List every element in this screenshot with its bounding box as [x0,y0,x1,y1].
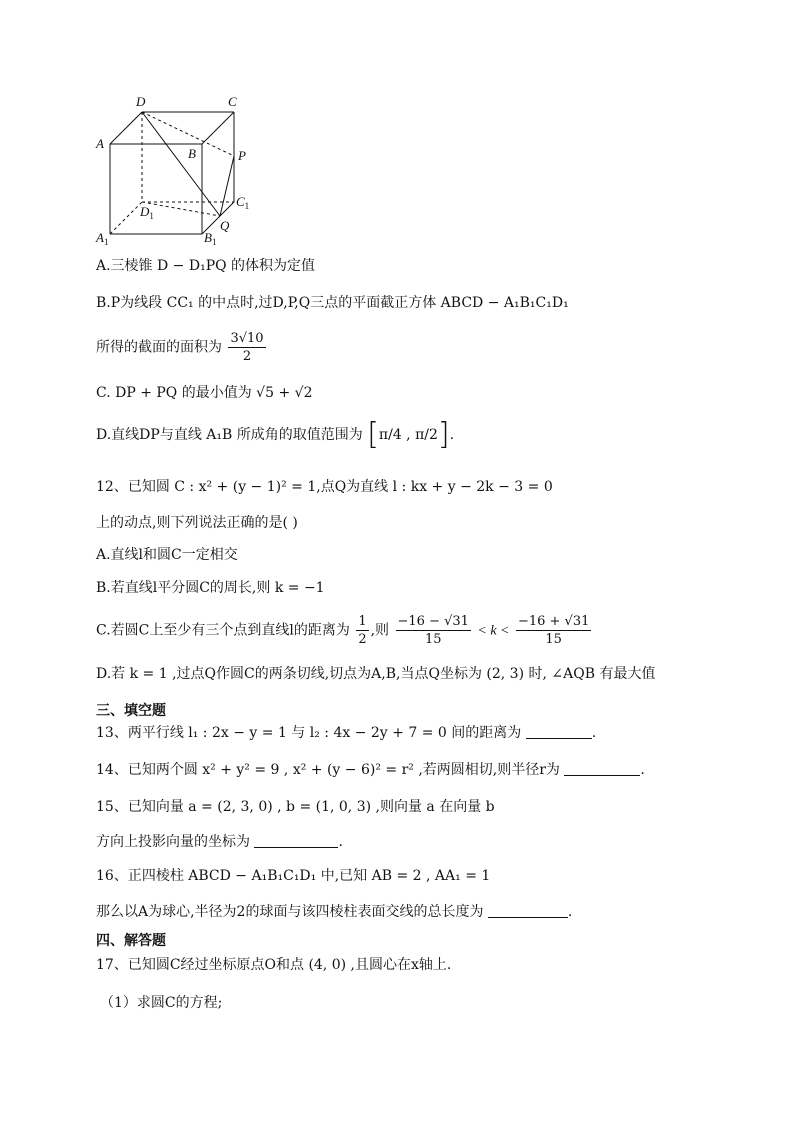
angle-range: π/4 , π/2 [378,427,438,443]
denominator: 2 [358,632,367,647]
q13-text [96,723,596,743]
section-solution-title: 四、解答题 [96,933,166,949]
segment-D-Q [142,112,220,216]
q11-option-b-text: 所得的截面的面积为 [96,339,222,356]
q12-option-c-mid: ,则 [370,622,390,639]
inequality-k: < k < [477,623,510,639]
q12-stem-line1: 12、已知圆 C : x² + (y − 1)² = 1,点Q为直线 l : kx + y − 2k − 3 = 0 [96,479,553,495]
period: . [449,427,455,443]
answer-blank [488,903,568,918]
period: . [640,762,645,778]
denominator: 2 [242,349,252,364]
edge-B-C [202,112,234,144]
q11-option-d [96,417,455,452]
q16-stem: 那么以A为球心,半径为2的球面与该四棱柱表面交线的总长度为 [96,904,484,920]
label-D1: $D_1$ [140,204,154,221]
label-A: A [96,136,104,151]
numerator: −16 − √31 [397,614,469,629]
fraction-upper-bound [516,613,591,648]
label-D: D [136,94,146,109]
cube-figure [90,88,260,248]
segment-P-Q [220,156,234,216]
left-bracket: [ [367,417,379,452]
period: . [567,904,573,920]
numerator: 3√10 [230,331,264,346]
answer-blank [254,833,338,848]
edge-A-D [110,112,142,144]
q15-text-line1: 15、已知向量 a = (2, 3, 0) , b = (1, 0, 3) ,则向量 a 在向量 b [96,799,495,815]
q11-option-b-line1: B.P为线段 CC₁ 的中点时,过D,P,Q三点的平面截正方体 ABCD − A₁B₁C₁D₁ [96,295,569,311]
q14-stem: 14、已知两个圆 x² + y² = 9 , x² + (y − 6)² = r² ,若两圆相切,则半径r为 [96,762,560,778]
q16-text-line2 [96,902,572,922]
label-P: P [238,148,246,163]
numerator: 1 [358,614,367,629]
edge-A1-D1 [110,202,142,234]
denominator: 15 [545,632,562,647]
q15-stem: 方向上投影向量的坐标为 [96,834,250,850]
q11-option-c: C. DP + PQ 的最小值为 √5 + √2 [96,385,313,401]
period: . [591,725,597,741]
fraction-lower-bound [396,613,471,648]
q12-option-c-text: C.若圆C上至少有三个点到直线l的距离为 [96,622,350,639]
label-C1: $C_1$ [236,194,250,211]
numerator: −16 + √31 [517,614,590,629]
q12-option-d: D.若 k = 1 ,过点Q作圆C的两条切线,切点为A,B,当点Q坐标为 (2, 3) 时, ∠AQB 有最大值 [96,666,656,682]
label-A1: $A_1$ [96,230,109,247]
q17-part1: （1）求圆C的方程; [100,995,223,1011]
q16-text-line1: 16、正四棱柱 ABCD − A₁B₁C₁D₁ 中,已知 AB = 2 , AA₁ = 1 [96,868,491,884]
q12-option-b: B.若直线l平分圆C的周长,则 k = −1 [96,580,325,596]
right-bracket: ] [437,417,450,452]
label-B: B [188,146,196,161]
fraction-half [356,613,368,648]
label-Q: Q [220,218,230,233]
q15-text-line2 [96,832,343,852]
q12-stem-line2: 上的动点,则下列说法正确的是( ) [96,515,298,531]
denominator: 15 [424,632,442,647]
q12-option-c [96,613,593,648]
section-fill-in-title: 三、填空题 [96,703,166,719]
q14-text [96,760,645,780]
q17-stem: 17、已知圆C经过坐标原点O和点 (4, 0) ,且圆心在x轴上. [96,957,452,973]
fraction [228,330,265,365]
q11-option-d-text: D.直线DP与直线 A₁B 所成角的取值范围为 [96,427,363,443]
answer-blank [564,761,640,776]
q13-stem: 13、两平行线 l₁ : 2x − y = 1 与 l₂ : 4x − 2y + 7 = 0 间的距离为 [96,725,522,741]
label-B1: $B_1$ [204,230,217,247]
q12-option-a: A.直线l和圆C一定相交 [96,547,238,563]
label-C: C [228,94,237,109]
period: . [338,834,343,850]
q11-option-b-line2 [96,330,268,365]
q11-option-a: A.三棱锥 D − D₁PQ 的体积为定值 [96,258,316,274]
answer-blank [526,724,592,739]
